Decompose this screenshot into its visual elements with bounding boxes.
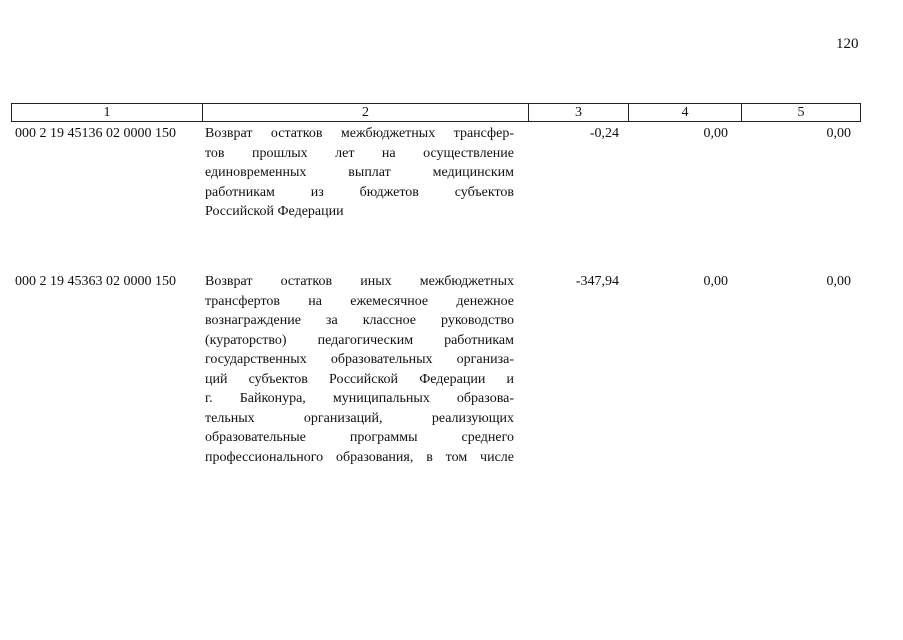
description-line: образовательные программы среднего: [205, 430, 514, 445]
description-line: тельных организаций, реализующих: [205, 410, 514, 426]
value-col-5: 0,00: [826, 126, 851, 141]
budget-code: 000 2 19 45363 02 0000 150: [15, 274, 176, 289]
description-line: единовременных выплат медицинским: [205, 165, 514, 180]
description-line: профессионального образования, в том числе: [205, 449, 514, 465]
table-header: [11, 103, 861, 122]
value-col-3: -347,94: [575, 274, 619, 289]
page-number: 120: [836, 36, 859, 52]
value-col-3: -0,24: [589, 126, 619, 141]
description-line: Возврат остатков иных межбюджетных: [205, 274, 514, 289]
row-description: [205, 272, 514, 467]
description-line: вознаграждение за классное руководство: [205, 313, 514, 328]
description-line: (кураторство) педагогическим работникам: [205, 332, 514, 348]
header-col-3: 3: [529, 104, 629, 121]
header-col-2: 2: [203, 104, 529, 121]
description-line: трансфертов на ежемесячное денежное: [205, 293, 514, 309]
description-line: Возврат остатков межбюджетных трансфер-: [205, 126, 514, 141]
row-description: [205, 124, 514, 222]
value-col-4: 0,00: [703, 126, 728, 141]
description-line: государственных образовательных организа-: [205, 352, 514, 367]
value-col-4: 0,00: [703, 274, 728, 289]
value-col-5: 0,00: [826, 274, 851, 289]
description-line: ций субъектов Российской Федерации и: [205, 371, 514, 387]
budget-code: 000 2 19 45136 02 0000 150: [15, 126, 176, 141]
description-line: тов прошлых лет на осуществление: [205, 145, 514, 161]
header-col-4: 4: [629, 104, 742, 121]
header-col-1: 1: [12, 104, 203, 121]
description-line: работникам из бюджетов субъектов: [205, 184, 514, 200]
description-line: г. Байконура, муниципальных образова-: [205, 391, 514, 406]
description-line: Российской Федерации: [205, 204, 344, 219]
header-col-5: 5: [797, 105, 805, 120]
